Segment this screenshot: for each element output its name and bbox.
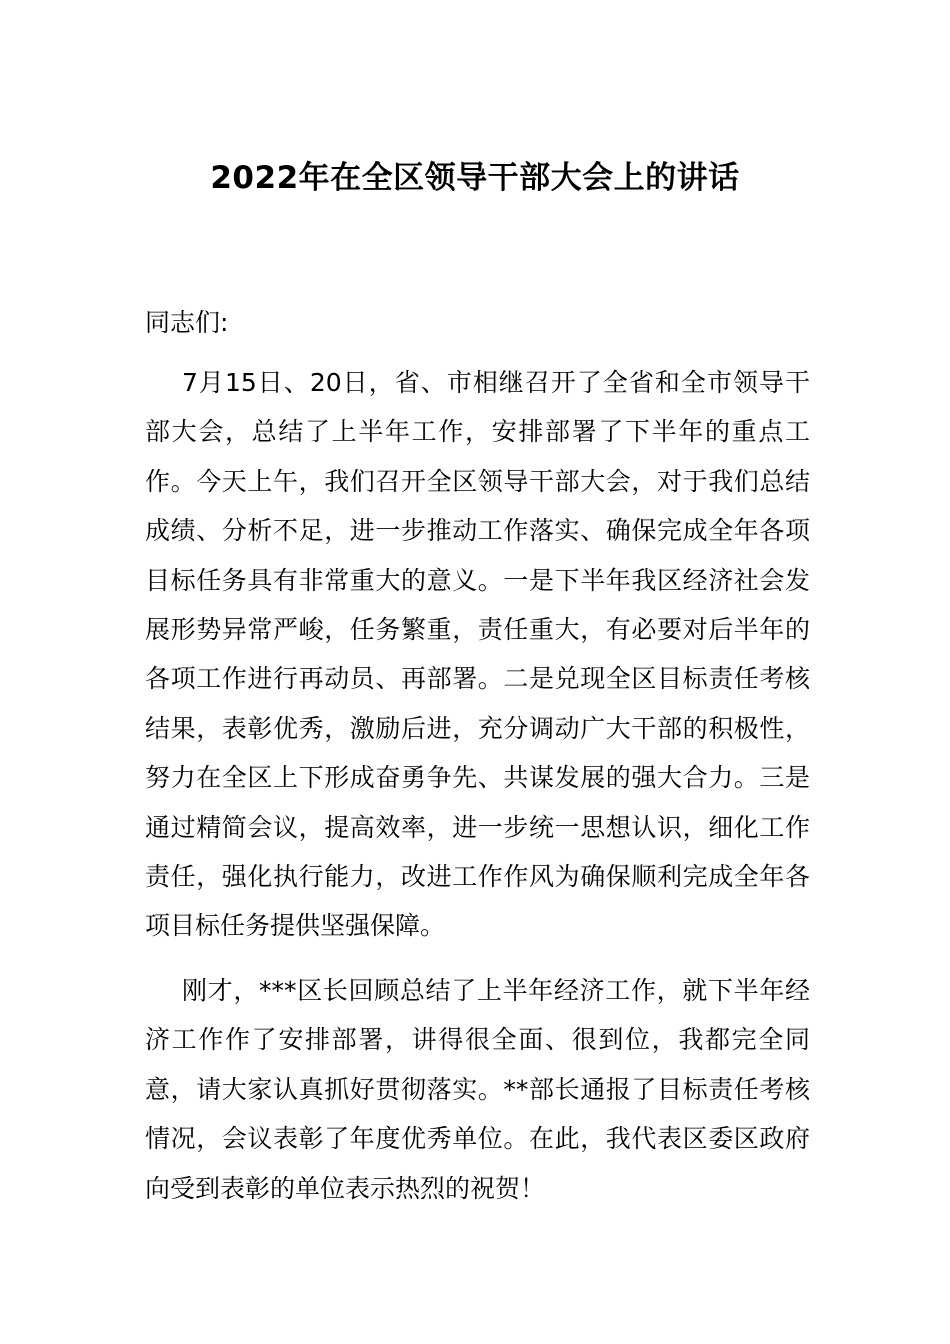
paragraph-1: 7月15日、20日，省、市相继召开了全省和全市领导干部大会，总结了上半年工作，安排部署了下半年的重点工作。今天上午，我们召开全区领导干部大会，对于我们总结成绩、分析不足，进一步推动工作落实、确保完成全年各项目标任务具有非常重大的意义。一是下半年我区经济社会发展形势异常严峻，任务繁重，责任重大，有必要对后半年的各项工作进行再动员、再部署。二是兑现全区目标责任考核结果，表彰优秀，激励后进，充分调动广大干部的积极性，努力在全区上下形成奋勇争先、共谋发展的强大合力。三是通过精简会议，提高效率，进一步统一思想认识，细化工作责任，强化执行能力，改进工作作风为确保顺利完成全年各项目标任务提供坚强保障。	[145, 368, 810, 941]
salutation: 同志们:	[145, 308, 229, 337]
paragraph-2: 刚才，***区长回顾总结了上半年经济工作，就下半年经济工作作了安排部署，讲得很全面、很到位，我都完全同意，请大家认真抓好贯彻落实。**部长通报了目标责任考核情况，会议表彰了年度优秀单位。在此，我代表区委区政府向受到表彰的单位表示热烈的祝贺！	[145, 976, 810, 1203]
document-title: 2022年在全区领导干部大会上的讲话	[210, 160, 740, 196]
